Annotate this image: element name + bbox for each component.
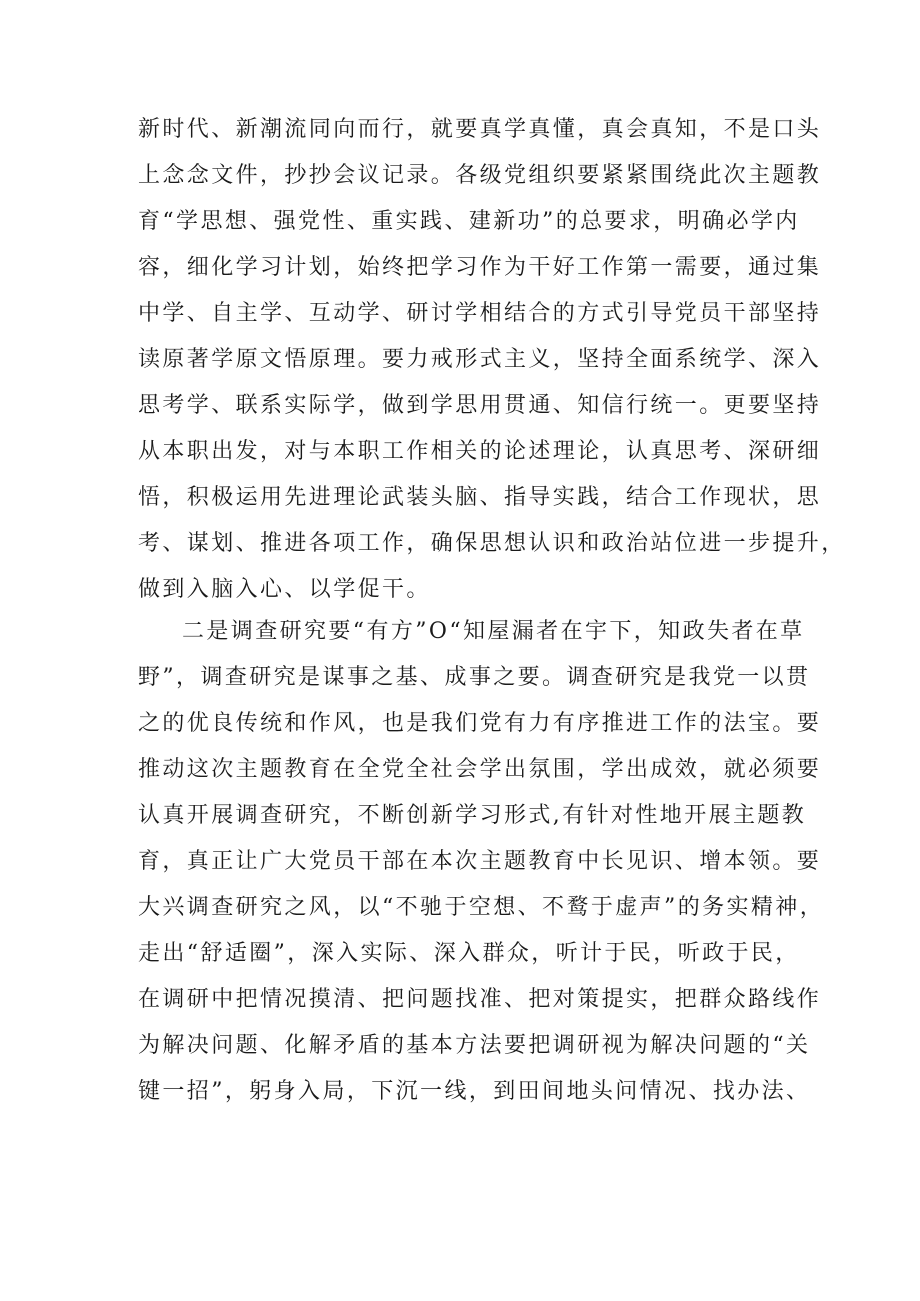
text-line: 中学、自主学、互动学、研讨学相结合的方式引导党员干部坚持 [138,301,822,326]
text-line: 走出“舒适圈”，深入实际、深入群众，听计于民，听政于民， [138,941,800,966]
text-line: 育“学思想、强党性、重实践、建新功”的总要求，明确必学内 [138,209,800,234]
text-line: 二是调查研究要“有方”O“知屋漏者在宇下，知政失者在草 [182,619,805,644]
text-line: 之的优良传统和作风，也是我们党有力有序推进工作的法宝。要 [138,711,822,736]
text-line: 大兴调查研究之风，以“不驰于空想、不鹜于虚声”的务实精神， [138,895,825,920]
text-line: 读原著学原文悟原理。要力戒形式主义，坚持全面系统学、深入 [138,347,822,372]
text-line: 从本职出发，对与本职工作相关的论述理论，认真思考、深研细 [138,439,822,464]
text-line: 认真开展调查研究，不断创新学习形式,有针对性地开展主题教 [138,803,807,828]
text-line: 推动这次主题教育在全党全社会学出氛围，学出成效，就必须要 [138,757,822,782]
text-line: 考、谋划、推进各项工作，确保思想认识和政治站位进一步提升， [138,531,846,556]
text-line: 野”，调查研究是谋事之基、成事之要。调查研究是我党一以贯 [138,665,811,690]
text-line: 上念念文件，抄抄会议记录。各级党组织要紧紧围绕此次主题教 [138,163,822,188]
text-line: 容，细化学习计划，始终把学习作为干好工作第一需要，通过集 [138,255,822,280]
text-line: 键一招”，躬身入局，下沉一线，到田间地头问情况、找办法、 [138,1079,811,1104]
text-line: 育，真正让广大党员干部在本次主题教育中长见识、增本领。要 [138,849,822,874]
text-line: 为解决问题、化解矛盾的基本方法要把调研视为解决问题的“关 [138,1033,811,1058]
text-line: 思考学、联系实际学，做到学思用贯通、知信行统一。更要坚持 [138,393,822,418]
text-line: 悟，积极运用先进理论武装头脑、指导实践，结合工作现状，思 [138,485,822,510]
text-line: 新时代、新潮流同向而行，就要真学真懂，真会真知，不是口头 [138,117,822,142]
text-line: 在调研中把情况摸清、把问题找准、把对策提实，把群众路线作 [138,987,822,1012]
text-line: 做到入脑入心、以学促干。 [138,577,431,602]
